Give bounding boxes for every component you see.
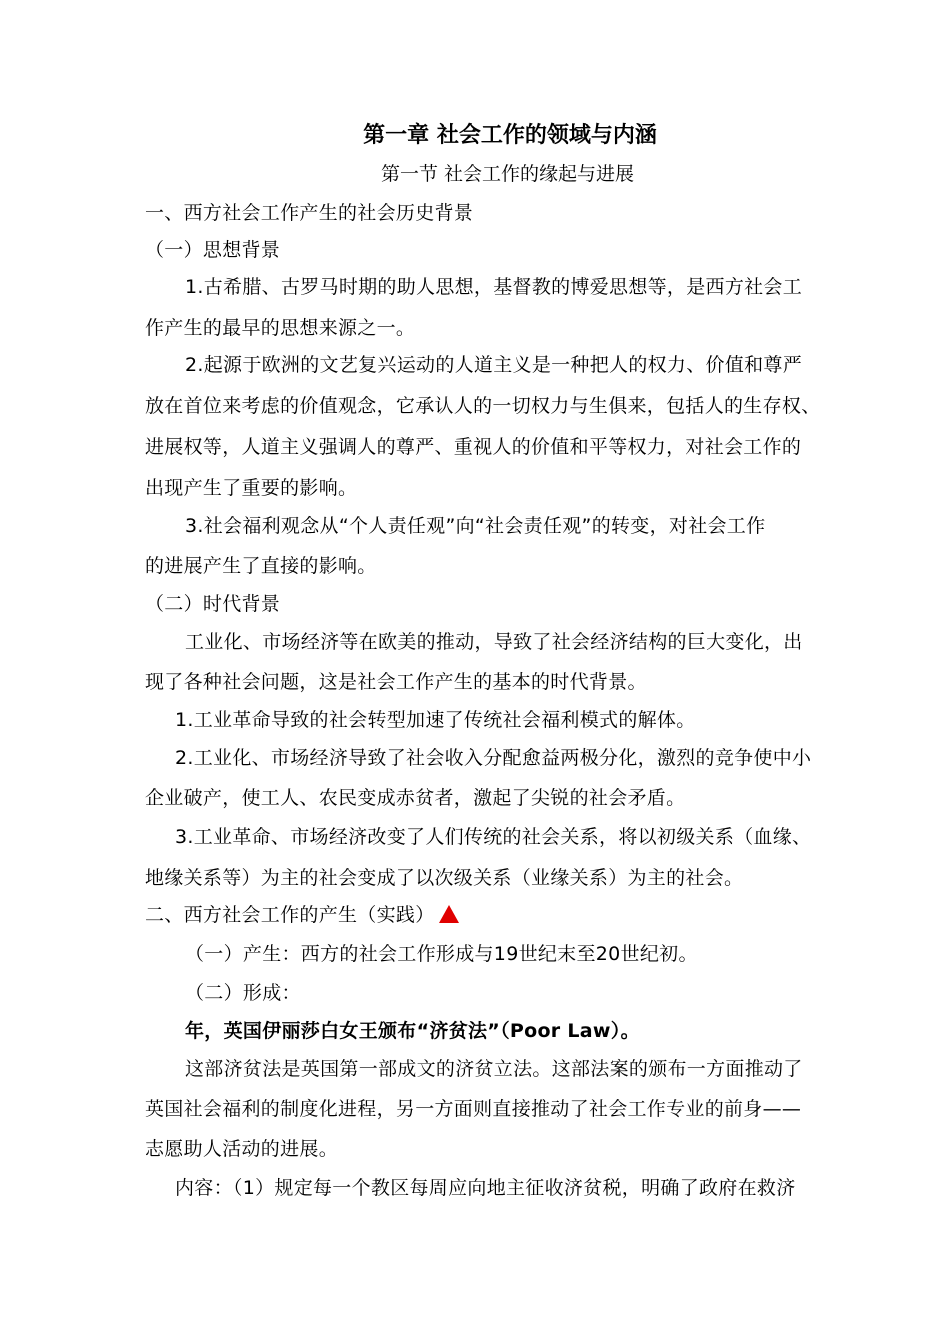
heading-western-background: 一、西方社会工作产生的社会历史背景: [145, 202, 474, 224]
paragraph-line: 出现产生了重要的影响。: [145, 477, 358, 499]
paragraph-line: 放在首位来考虑的价值观念，它承认人的一切权力与生俱来，包括人的生存权、: [145, 395, 821, 417]
paragraph-line: 这部济贫法是英国第一部成文的济贫立法。这部法案的颁布一方面推动了: [185, 1058, 803, 1080]
paragraph-line: 作产生的最早的思想来源之一。: [145, 317, 416, 339]
bold-paragraph-line: 年，英国伊丽莎白女王颁布“济贫法”（Poor Law）。: [185, 1020, 640, 1042]
paragraph-line: 1.古希腊、古罗马时期的助人思想，基督教的博爱思想等，是西方社会工: [185, 276, 803, 298]
paragraph-line: 2.起源于欧洲的文艺复兴运动的人道主义是一种把人的权力、价值和尊严: [185, 354, 803, 376]
paragraph-line: 地缘关系等）为主的社会变成了以次级关系（业缘关系）为主的社会。: [145, 867, 744, 889]
important-triangle-icon: [439, 905, 459, 923]
heading-text: 二、西方社会工作的产生（实践）: [145, 904, 435, 926]
paragraph-line: 2.工业化、市场经济导致了社会收入分配愈益两极分化，激烈的竞争使中小: [175, 747, 812, 769]
paragraph-line: （一）产生：西方的社会工作形成与19世纪末至20世纪初。: [185, 943, 698, 965]
paragraph-line: 内容：（1）规定每一个教区每周应向地主征收济贫税，明确了政府在救济: [175, 1177, 796, 1199]
paragraph-line: 英国社会福利的制度化进程，另一方面则直接推动了社会工作专业的前身——: [145, 1098, 802, 1120]
paragraph-line: 现了各种社会问题，这是社会工作产生的基本的时代背景。: [145, 671, 647, 693]
paragraph-line: 3.工业革命、市场经济改变了人们传统的社会关系，将以初级关系（血缘、: [175, 826, 812, 848]
heading-western-practice: [145, 903, 459, 927]
paragraph-line: 工业化、市场经济等在欧美的推动，导致了社会经济结构的巨大变化，出: [185, 631, 803, 653]
subheading-era-background: （二）时代背景: [145, 593, 281, 615]
subheading-ideological-background: （一）思想背景: [145, 239, 281, 261]
paragraph-line: 的进展产生了直接的影响。: [145, 555, 377, 577]
paragraph-line: 3.社会福利观念从“个人责任观”向“社会责任观”的转变，对社会工作: [185, 515, 766, 537]
paragraph-line: （二）形成：: [185, 982, 301, 1004]
paragraph-line: 1.工业革命导致的社会转型加速了传统社会福利模式的解体。: [175, 709, 696, 731]
section-title: 第一节 社会工作的缘起与进展: [380, 163, 635, 185]
paragraph-line: 志愿助人活动的进展。: [145, 1138, 339, 1160]
paragraph-line: 企业破产，使工人、农民变成赤贫者，激起了尖锐的社会矛盾。: [145, 787, 686, 809]
chapter-title: 第一章 社会工作的领域与内涵: [363, 123, 657, 148]
paragraph-line: 进展权等，人道主义强调人的尊严、重视人的价值和平等权力，对社会工作的: [145, 436, 802, 458]
